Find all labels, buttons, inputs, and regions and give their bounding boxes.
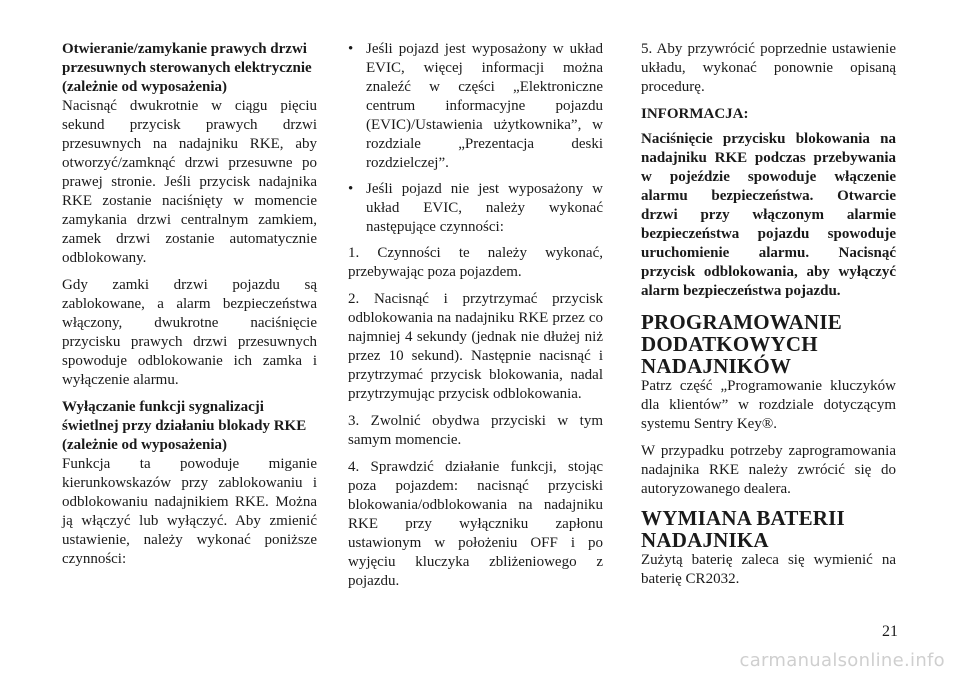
column-right (641, 40, 896, 597)
step-item: 5. Aby przywrócić poprzednie ustawienie układu, wykonać ponownie opisaną procedurę. (641, 41, 896, 95)
step-item: 1. Czynności te należy wykonać, przebywając poza pojazdem. (348, 245, 603, 280)
step-item: 3. Zwolnić obydwa przyciski w tym samym momencie. (348, 413, 603, 448)
paragraph: Funkcja ta powoduje miganie kierunkowskazów przy zablokowaniu i odblokowaniu nadajnikiem RKE. Można ją włączyć lub wyłączyć. Aby zmienić ustawienie, należy wykonać poniższe czynności: (62, 456, 317, 567)
note-text: Naciśnięcie przycisku blokowania na nadajniku RKE podczas przebywania w pojeździe spowoduje włączenie alarmu bezpieczeństwa. Otwarcie drzwi przy włączonym alarmie bezpieczeństwa pojazdu spowoduje uruchomienie alarmu. Nacisnąć przycisk odblokowania, aby wyłączyć alarm bezpieczeństwa pojazdu. (641, 131, 896, 299)
paragraph: Zużytą baterię zaleca się wymienić na baterię CR2032. (641, 552, 896, 587)
section-heading: Wyłączanie funkcji sygnalizacji świetlnej przy działaniu blokady RKE (zależnie od wyposażenia) (62, 399, 307, 453)
watermark: carmanualsonline.info (739, 650, 945, 671)
paragraph: Gdy zamki drzwi pojazdu są zablokowane, a alarm bezpieczeństwa włączony, dwukrotne naciśnięcie przycisku prawych drzwi przesuwnych spowoduje odblokowanie ich zamka i wyłączenie alarmu. (62, 277, 317, 388)
column-middle (348, 40, 603, 599)
note-label: INFORMACJA: (641, 106, 749, 122)
bullet-text: Jeśli pojazd nie jest wyposażony w układ EVIC, należy wykonać następujące czynności: (366, 181, 603, 235)
bullet-item (348, 180, 603, 237)
step-item: 4. Sprawdzić działanie funkcji, stojąc poza pojazdem: nacisnąć przyciski blokowania/odblokowania na nadajniku RKE przy wyłączniku zapłonu ustawionym w położeniu OFF i po wyjęciu kluczyka zbliżeniowego z pojazdu. (348, 459, 603, 589)
paragraph: Patrz część „Programowanie kluczyków dla klientów” w rozdziale dotyczącym systemu Sentry Key®. (641, 378, 896, 432)
paragraph: W przypadku potrzeby zaprogramowania nadajnika RKE należy zwrócić się do autoryzowanego dealera. (641, 443, 896, 497)
page-number: 21 (882, 623, 898, 640)
section-title: PROGRAMOWANIE DODATKOWYCH NADAJNIKÓW (641, 310, 842, 378)
bullet-marker: • (348, 41, 354, 57)
section-title: WYMIANA BATERII NADAJNIKA (641, 506, 845, 552)
step-item: 2. Nacisnąć i przytrzymać przycisk odblokowania na nadajniku RKE przez co najmniej 4 sekundy (jednak nie dłużej niż przez 10 sekund). Następnie nacisnąć i przytrzymać przycisk blokowania, nadal przytrzymując przycisk odblokowania. (348, 291, 603, 402)
bullet-item (348, 40, 603, 173)
column-left (62, 40, 317, 577)
bullet-marker: • (348, 181, 354, 197)
bullet-text: Jeśli pojazd jest wyposażony w układ EVIC, więcej informacji można znaleźć w części „Elektroniczne centrum informacyjne pojazdu (EVIC)/Ustawienia użytkownika”, w rozdziale „Prezentacja deski rozdzielczej”. (366, 41, 603, 171)
section-heading: Otwieranie/zamykanie prawych drzwi przesuwnych sterowanych elektrycznie (zależnie od wyposażenia) (62, 41, 312, 95)
paragraph: Nacisnąć dwukrotnie w ciągu pięciu sekund przycisk prawych drzwi przesuwnych na nadajniku RKE, aby otworzyć/zamknąć drzwi przesuwne po prawej stronie. Jeśli przycisk nadajnika RKE zostanie naciśnięty w momencie zamykania drzwi centralnym zamkiem, zamek drzwi zostanie automatycznie odblokowany. (62, 98, 317, 266)
